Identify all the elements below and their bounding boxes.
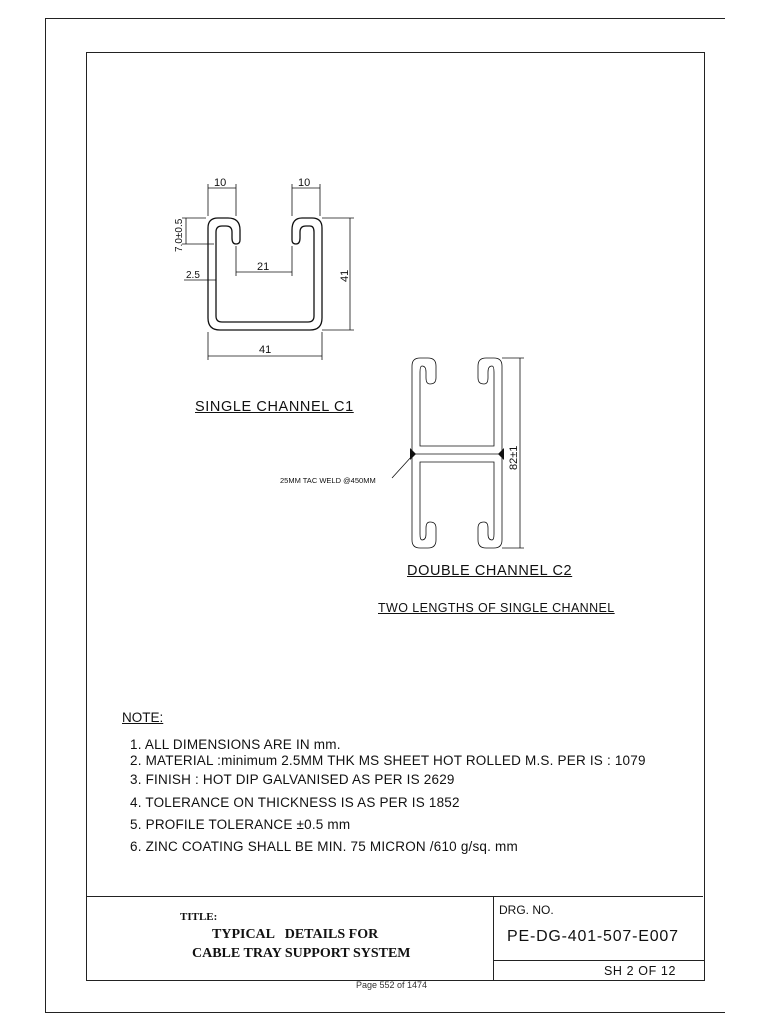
dim-double-height: 82±1: [508, 445, 520, 470]
weld-note: 25MM TAC WELD @450MM: [280, 476, 376, 485]
title-label: TITLE:: [180, 911, 218, 923]
sheet-number: SH 2 OF 12: [604, 964, 676, 978]
note-item: 6. ZINC COATING SHALL BE MIN. 75 MICRON /610 g/sq. mm: [130, 839, 518, 854]
notes-heading: NOTE:: [122, 710, 164, 725]
dim-thickness: 2.5: [186, 270, 200, 281]
dim-height: 41: [339, 269, 351, 282]
title-line-2: CABLE TRAY SUPPORT SYSTEM: [192, 946, 411, 961]
note-item: 3. FINISH : HOT DIP GALVANISED AS PER IS 2629: [130, 772, 455, 787]
dim-lip-right: 10: [298, 177, 311, 189]
title-line-1: TYPICAL DETAILS FOR: [212, 927, 379, 942]
sheet-row-divider: [493, 960, 704, 961]
note-item: 2. MATERIAL :minimum 2.5MM THK MS SHEET HOT ROLLED M.S. PER IS : 1079: [130, 753, 646, 768]
title-block-divider: [493, 896, 494, 980]
double-channel-caption: DOUBLE CHANNEL C2: [407, 563, 573, 579]
dim-lip-height: 7.0±0.5: [174, 218, 185, 252]
double-channel-subcaption: TWO LENGTHS OF SINGLE CHANNEL: [378, 601, 615, 615]
single-channel-outline: [208, 218, 322, 330]
dim-lip-left: 10: [214, 177, 227, 189]
note-item: 1. ALL DIMENSIONS ARE IN mm.: [130, 737, 341, 752]
drawing-number-label: DRG. NO.: [499, 903, 554, 917]
dim-width: 41: [259, 344, 272, 356]
drawing-number: PE-DG-401-507-E007: [507, 928, 679, 945]
sheet-border-bottom: [45, 1012, 725, 1013]
page-footer: Page 552 of 1474: [356, 980, 428, 990]
dim-opening: 21: [257, 261, 270, 273]
single-channel-caption: SINGLE CHANNEL C1: [195, 399, 354, 415]
note-item: 4. TOLERANCE ON THICKNESS IS AS PER IS 1852: [130, 795, 460, 810]
note-item: 5. PROFILE TOLERANCE ±0.5 mm: [130, 817, 351, 832]
